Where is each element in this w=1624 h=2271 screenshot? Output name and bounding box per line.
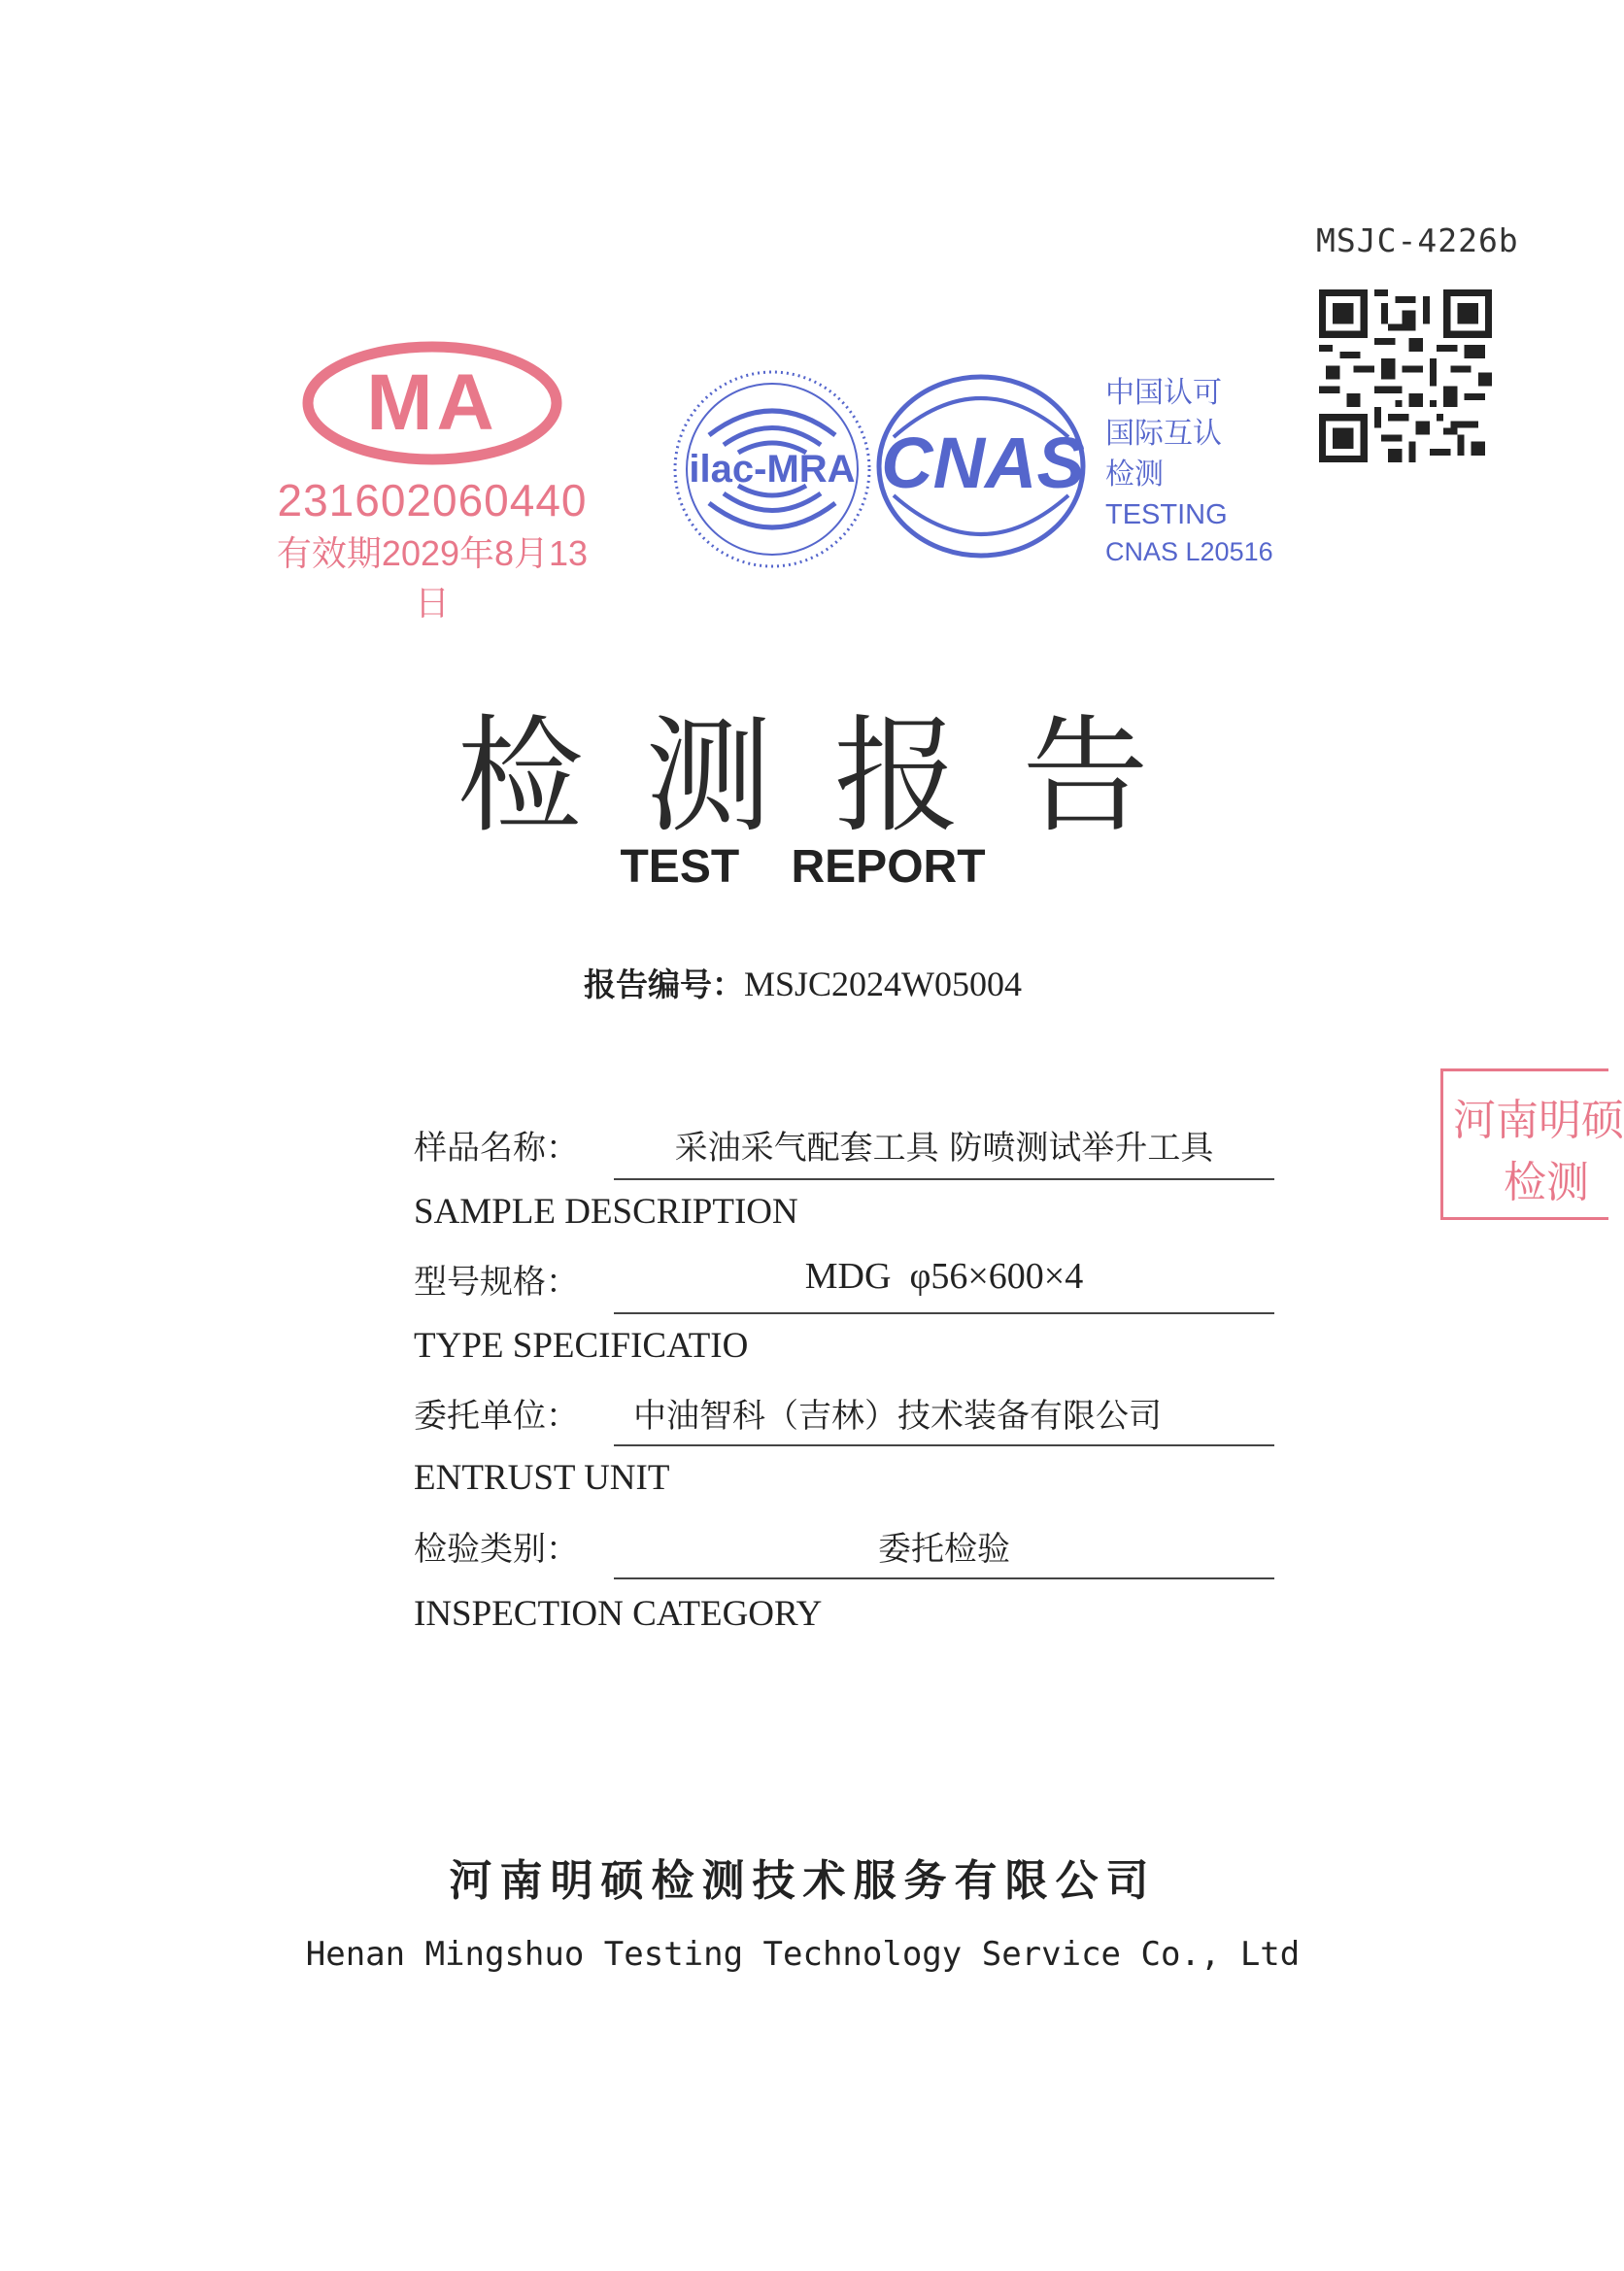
company-name-en: Henan Mingshuo Testing Technology Service Co., Ltd [305, 1935, 1301, 1974]
svg-text:MA: MA [366, 358, 498, 447]
cnas-logo-icon [874, 369, 1098, 563]
svg-text:CNAS: CNAS [881, 423, 1085, 503]
sample-label-cn: 样品名称： [414, 1129, 579, 1168]
category-label-cn: 检验类别： [414, 1530, 579, 1569]
entrust-value: 中油智科（吉林）技术装备有限公司 [633, 1397, 1162, 1436]
cnas-line-4: TESTING [1105, 499, 1228, 530]
company-seal-stamp [1440, 1068, 1624, 1220]
report-title-cn: 检测报告 [457, 702, 1211, 850]
cma-certification-mark [272, 340, 592, 623]
stamp-line-1: 河南明硕 [1453, 1096, 1624, 1145]
sample-label-en: SAMPLE DESCRIPTION [414, 1192, 798, 1232]
cnas-line-2: 国际互认 [1105, 418, 1222, 450]
category-underline [614, 1577, 1274, 1579]
cma-valid-until: 有效期2029年8月13日 [276, 533, 589, 623]
cnas-line-3: 检测 [1105, 458, 1164, 491]
company-name-cn: 河南明硕检测技术服务有限公司 [449, 1856, 1157, 1906]
type-value: MDG φ56×600×4 [804, 1256, 1084, 1297]
report-number [0, 960, 1606, 1005]
document-code: MSJC-4226b [1316, 221, 1519, 259]
cma-logo-icon [301, 340, 563, 466]
cma-cert-number: 231602060440 [277, 475, 588, 525]
category-label-en: INSPECTION CATEGORY [414, 1594, 823, 1634]
ilac-mra-logo-icon [670, 367, 874, 571]
sample-value: 采油采气配套工具 防喷测试举升工具 [674, 1129, 1214, 1168]
cnas-line-1: 中国认可 [1105, 377, 1222, 409]
category-value: 委托检验 [878, 1530, 1010, 1569]
report-number-label: 报告编号： [583, 966, 744, 1003]
cnas-code: CNAS L20516 [1105, 537, 1273, 566]
sample-underline [614, 1178, 1274, 1180]
report-title-en: TEST REPORT [620, 841, 986, 893]
entrust-label-cn: 委托单位： [414, 1397, 579, 1436]
type-label-cn: 型号规格： [414, 1263, 579, 1302]
cnas-text-block [1105, 373, 1273, 569]
entrust-label-en: ENTRUST UNIT [414, 1458, 670, 1498]
report-number-value: MSJC2024W05004 [743, 965, 1023, 1003]
entrust-underline [614, 1444, 1274, 1446]
svg-text:ilac-MRA: ilac-MRA [689, 448, 856, 491]
type-underline [614, 1312, 1274, 1314]
type-label-en: TYPE SPECIFICATIO [414, 1326, 749, 1366]
stamp-line-2: 检测 [1504, 1158, 1589, 1207]
qr-code-icon [1319, 289, 1492, 462]
